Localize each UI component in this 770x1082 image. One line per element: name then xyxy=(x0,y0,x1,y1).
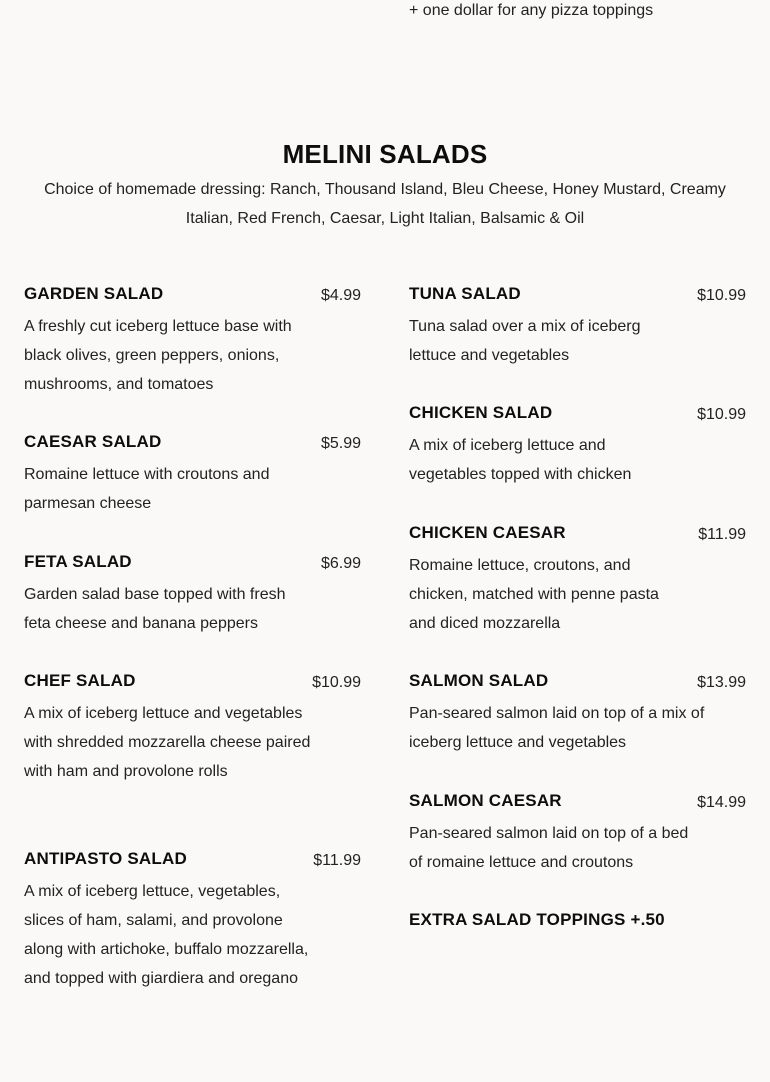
item-name: CHICKEN CAESAR xyxy=(409,523,566,542)
item-price: $5.99 xyxy=(320,435,361,452)
item-name: CAESAR SALAD xyxy=(24,432,162,451)
section-title: MELINI SALADS xyxy=(282,139,488,169)
item-price: $13.99 xyxy=(697,674,746,691)
item-name: CHICKEN SALAD xyxy=(409,403,553,422)
item-description: Garden salad base topped with fresh feta cheese and banana peppers xyxy=(24,586,286,632)
menu-column-right xyxy=(409,282,746,932)
item-description: Tuna salad over a mix of iceberg lettuce and vegetables xyxy=(409,318,641,364)
extra-toppings-note: EXTRA SALAD TOPPINGS +.50 xyxy=(409,910,665,929)
menu-item xyxy=(24,847,361,993)
menu-item xyxy=(409,521,746,669)
item-name: ANTIPASTO SALAD xyxy=(24,849,187,868)
item-price: $4.99 xyxy=(320,287,361,304)
menu-item xyxy=(24,282,361,430)
item-name: SALMON CAESAR xyxy=(409,791,562,810)
dressing-choices: Choice of homemade dressing: Ranch, Thousand Island, Bleu Cheese, Honey Mustard, Creamy Italian, Red French, Caesar, Light Italian, Balsamic & Oil xyxy=(44,181,726,227)
item-description: A mix of iceberg lettuce and vegetables with shredded mozzarella cheese paired with ham and provolone rolls xyxy=(24,705,311,780)
item-name: TUNA SALAD xyxy=(409,284,521,303)
menu-item xyxy=(409,789,746,908)
menu-column-left xyxy=(24,282,361,993)
item-description: Pan-seared salmon laid on top of a mix of iceberg lettuce and vegetables xyxy=(409,705,705,751)
item-price: $6.99 xyxy=(320,555,361,572)
item-description: A mix of iceberg lettuce, vegetables, slices of ham, salami, and provolone along with artichoke, buffalo mozzarella, and topped with giardiera and oregano xyxy=(24,883,309,987)
menu-item xyxy=(409,282,746,401)
menu-item xyxy=(24,430,361,550)
item-price: $10.99 xyxy=(312,674,361,691)
item-name: FETA SALAD xyxy=(24,552,132,571)
item-price: $10.99 xyxy=(697,287,746,304)
item-description: A mix of iceberg lettuce and vegetables topped with chicken xyxy=(409,437,632,483)
item-price: $10.99 xyxy=(697,406,746,423)
menu-item xyxy=(409,401,746,521)
item-price: $14.99 xyxy=(697,794,746,811)
item-description: A freshly cut iceberg lettuce base with black olives, green peppers, onions, mushrooms, and tomatoes xyxy=(24,318,292,393)
item-description: Romaine lettuce, croutons, and chicken, matched with penne pasta and diced mozzarella xyxy=(409,557,659,632)
item-name: SALMON SALAD xyxy=(409,671,549,690)
item-description: Pan-seared salmon laid on top of a bed of romaine lettuce and croutons xyxy=(409,825,689,871)
menu-item xyxy=(24,669,361,847)
item-price: $11.99 xyxy=(313,852,361,869)
item-name: GARDEN SALAD xyxy=(24,284,164,303)
menu-item xyxy=(409,669,746,789)
item-price: $11.99 xyxy=(698,526,746,543)
pizza-toppings-note: + one dollar for any pizza toppings xyxy=(409,2,654,19)
menu-item xyxy=(24,550,361,669)
item-name: CHEF SALAD xyxy=(24,671,136,690)
item-description: Romaine lettuce with croutons and parmesan cheese xyxy=(24,466,270,512)
